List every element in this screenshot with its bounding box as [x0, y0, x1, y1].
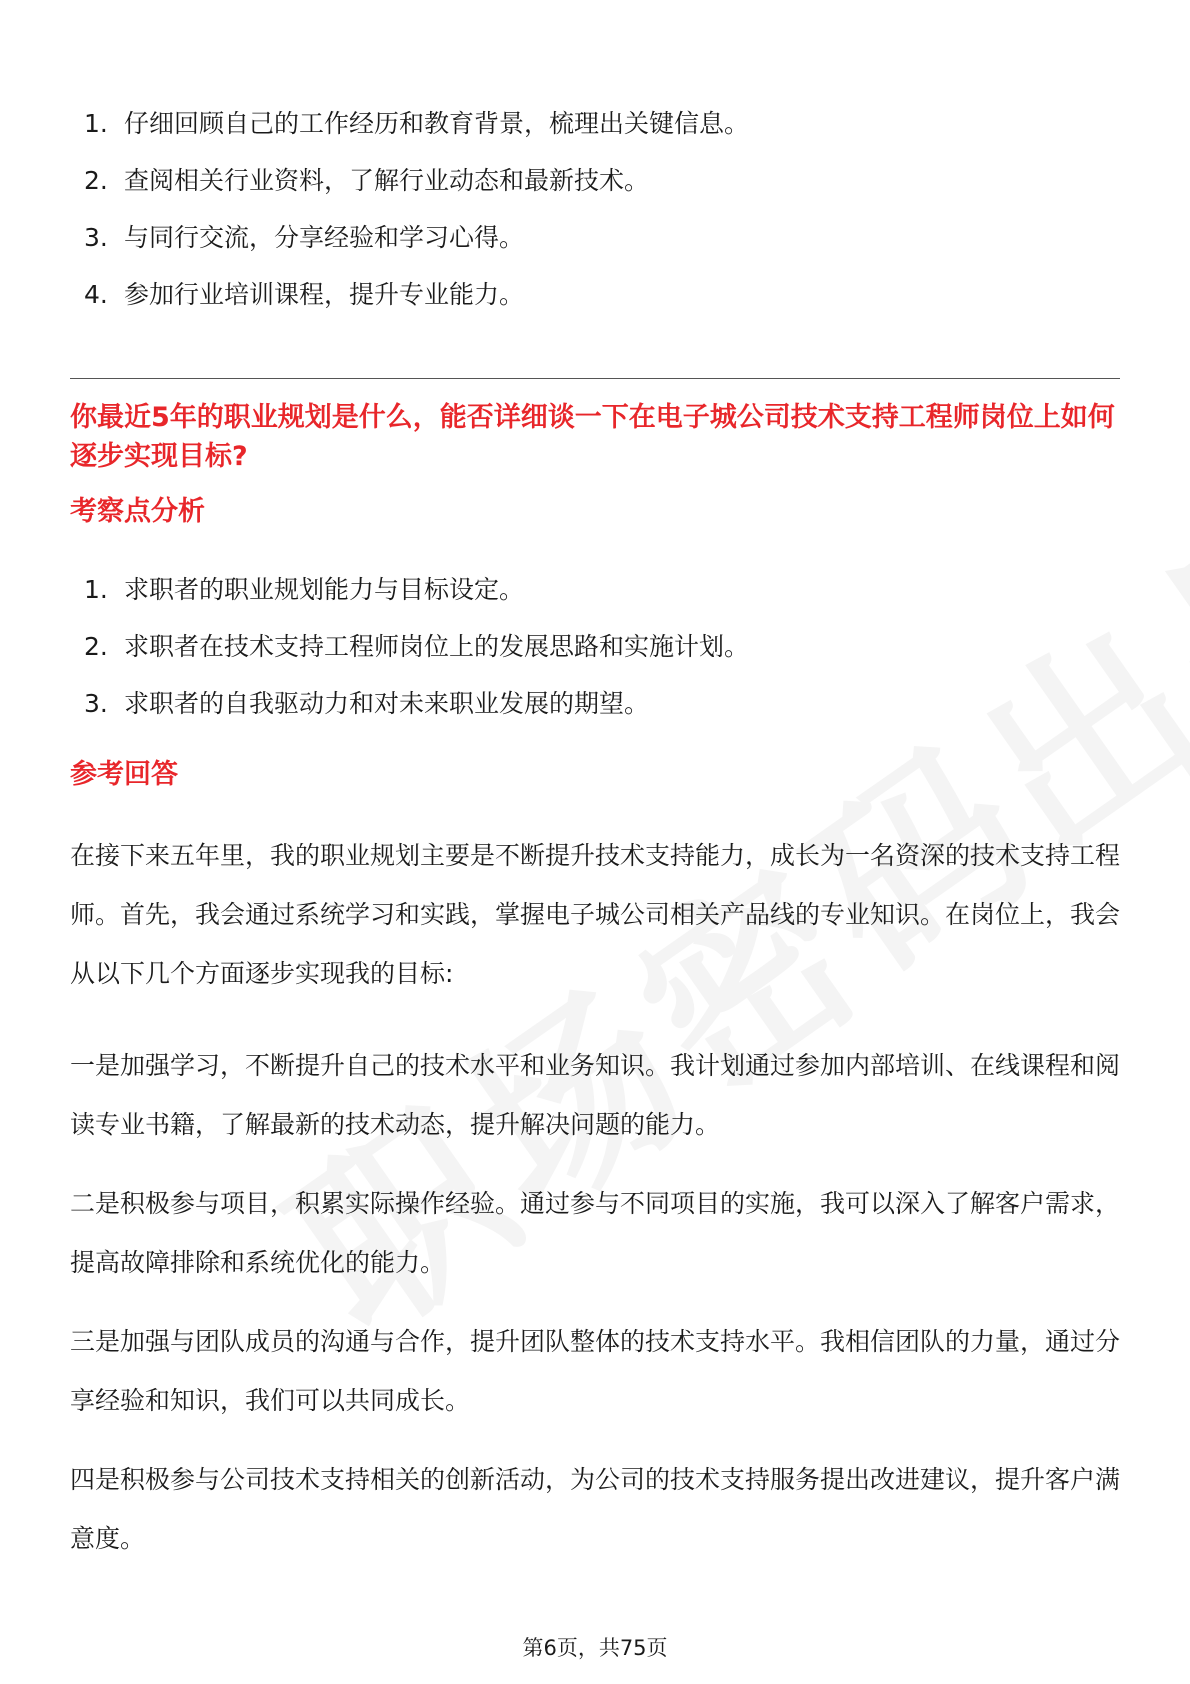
- list-item: 1. 求职者的职业规划能力与目标设定。: [84, 575, 525, 604]
- list-item: 3. 求职者的自我驱动力和对未来职业发展的期望。: [84, 689, 650, 718]
- list-item: 3. 与同行交流，分享经验和学习心得。: [84, 223, 525, 252]
- answer-paragraph: 二是积极参与项目，积累实际操作经验。通过参与不同项目的实施，我可以深入了解客户需求，提高故障排除和系统优化的能力。: [70, 1189, 1121, 1277]
- answer-heading: 参考回答: [70, 759, 178, 790]
- answer-paragraph: 在接下来五年里，我的职业规划主要是不断提升技术支持能力，成长为一名资深的技术支持工程师。首先，我会通过系统学习和实践，掌握电子城公司相关产品线的专业知识。在岗位上，我会从以下几个方面逐步实现我的目标:: [70, 841, 1121, 988]
- list-item: 4. 参加行业培训课程，提升专业能力。: [84, 280, 525, 309]
- analysis-list: [84, 561, 749, 732]
- list-item: 2. 查阅相关行业资料，了解行业动态和最新技术。: [84, 166, 650, 195]
- answer-paragraph: 三是加强与团队成员的沟通与合作，提升团队整体的技术支持水平。我相信团队的力量，通过分享经验和知识，我们可以共同成长。: [70, 1327, 1121, 1415]
- answer-paragraph: 一是加强学习，不断提升自己的技术水平和业务知识。我计划通过参加内部培训、在线课程和阅读专业书籍，了解最新的技术动态，提升解决问题的能力。: [70, 1051, 1121, 1139]
- answer-paragraph: 四是积极参与公司技术支持相关的创新活动，为公司的技术支持服务提出改进建议，提升客户满意度。: [70, 1465, 1121, 1553]
- analysis-heading: 考察点分析: [70, 496, 205, 527]
- page-number: 第6页，共75页: [522, 1636, 668, 1660]
- question-title: 你最近5年的职业规划是什么，能否详细谈一下在电子城公司技术支持工程师岗位上如何逐步实现目标?: [70, 402, 1115, 472]
- section-divider: [70, 378, 1120, 379]
- list-item: 2. 求职者在技术支持工程师岗位上的发展思路和实施计划。: [84, 632, 750, 661]
- preparation-list: [84, 95, 749, 323]
- list-item: 1. 仔细回顾自己的工作经历和教育背景，梳理出关键信息。: [84, 109, 750, 138]
